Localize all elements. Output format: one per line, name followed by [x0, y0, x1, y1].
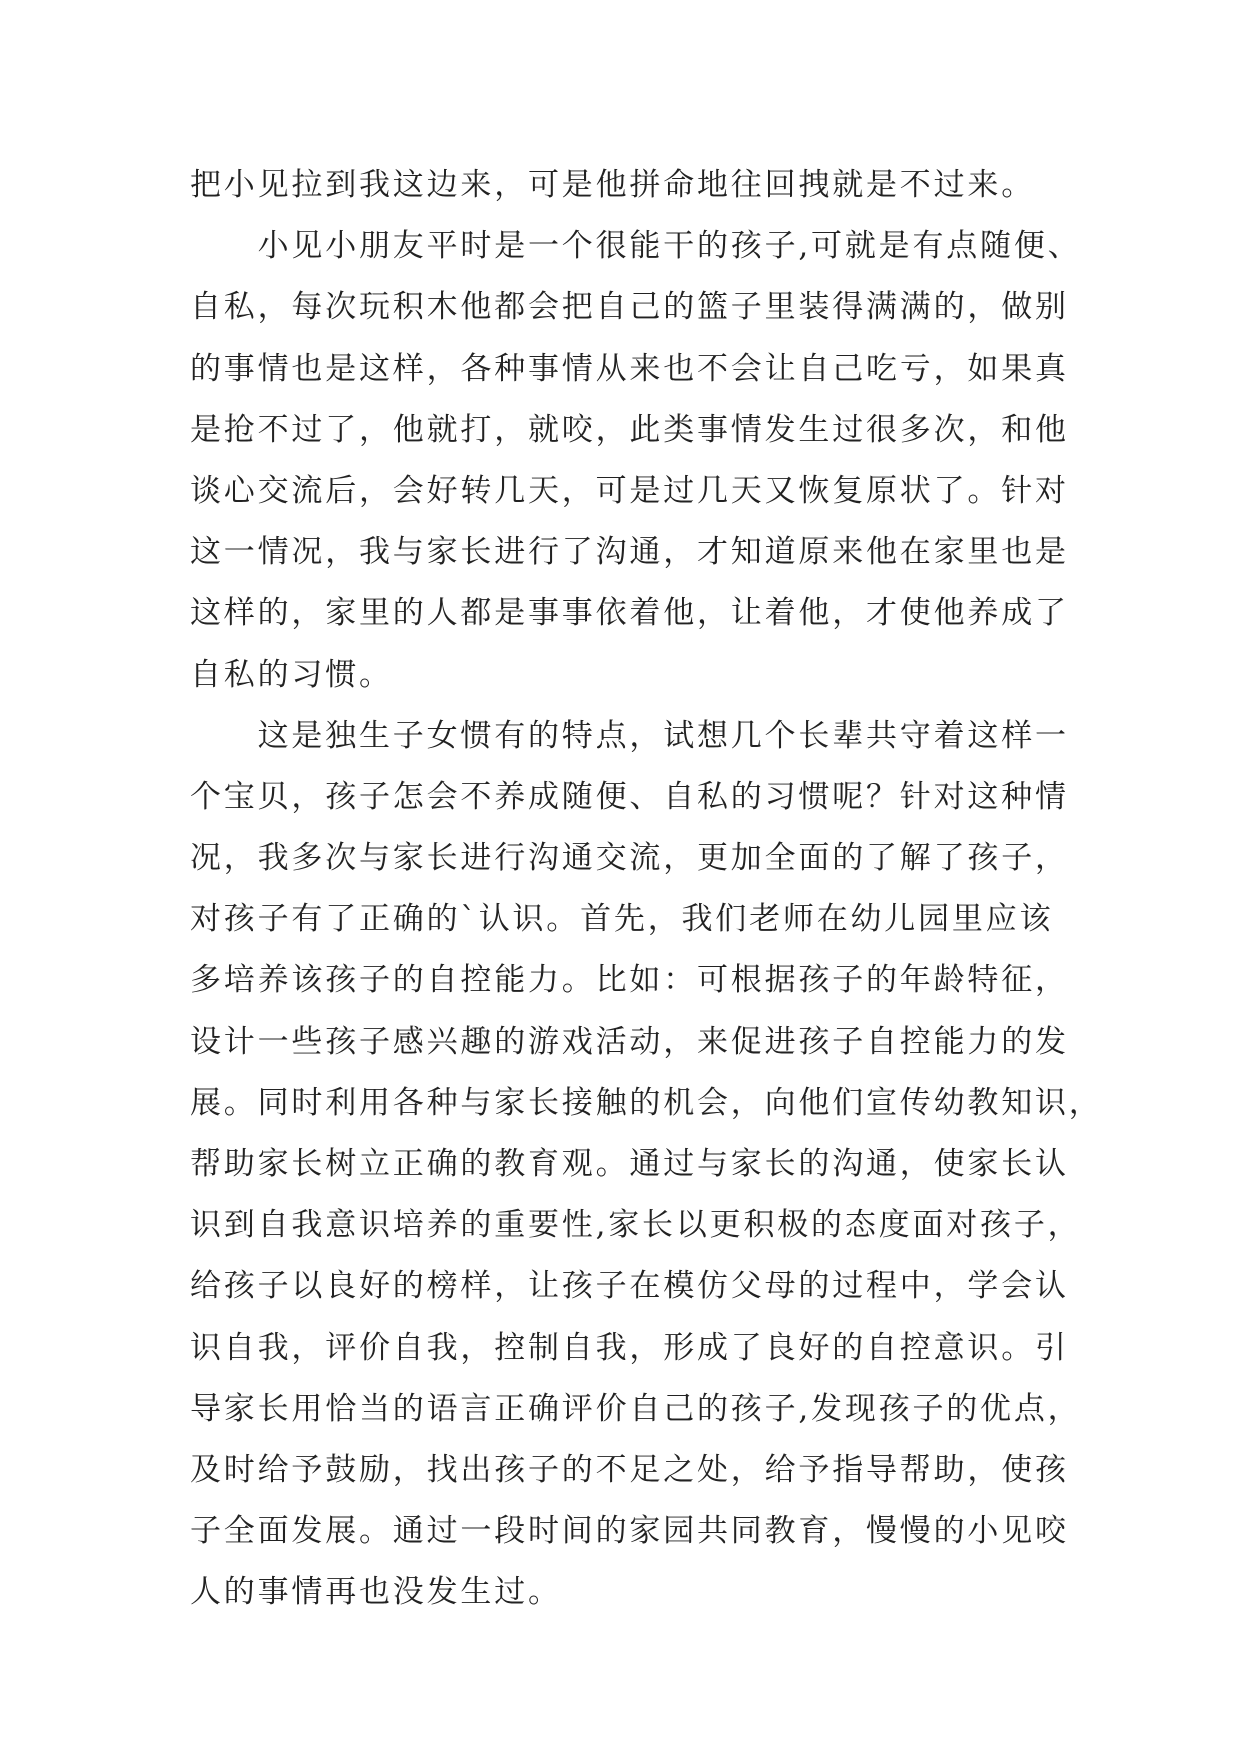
text-line-3: 自私，每次玩积木他都会把自己的篮子里装得满满的，做别 [190, 289, 1069, 326]
text-line-19: 给孩子以良好的榜样，让孩子在模仿父母的过程中，学会认 [190, 1268, 1069, 1305]
text-line-17: 帮助家长树立正确的教育观。通过与家长的沟通，使家长认 [190, 1146, 1069, 1182]
text-line-13: 对孩子有了正确的`认识。首先，我们老师在幼儿园里应该 [190, 901, 1054, 938]
text-line-10: 这是独生子女惯有的特点，试想几个长辈共守着这样一 [190, 717, 1069, 754]
text-line-2: 小见小朋友平时是一个很能干的孩子,可就是有点随便、 [190, 228, 1082, 265]
text-line-21: 导家长用恰当的语言正确评价自己的孩子,发现孩子的优点， [190, 1390, 1082, 1427]
text-line-6: 谈心交流后，会好转几天，可是过几天又恢复原状了。针对 [190, 472, 1069, 509]
text-line-22: 及时给予鼓励，找出孩子的不足之处，给予指导帮助，使孩 [190, 1451, 1069, 1488]
body-text [190, 155, 1103, 1624]
text-line-12: 况，我多次与家长进行沟通交流，更加全面的了解了孩子， [190, 840, 1069, 877]
text-line-18: 识到自我意识培养的重要性,家长以更积极的态度面对孩子， [190, 1207, 1082, 1244]
text-line-9: 自私的习惯。 [190, 656, 393, 693]
text-line-11: 个宝贝，孩子怎会不养成随便、自私的习惯呢？针对这种情 [190, 778, 1069, 815]
text-line-15: 设计一些孩子感兴趣的游戏活动，来促进孩子自控能力的发 [190, 1023, 1069, 1060]
text-line-20: 识自我，评价自我，控制自我，形成了良好的自控意识。引 [190, 1329, 1069, 1366]
text-line-1: 把小见拉到我这边来，可是他拼命地往回拽就是不过来。 [190, 167, 1035, 203]
text-line-24: 人的事情再也没发生过。 [190, 1574, 562, 1611]
text-line-16: 展。同时利用各种与家长接触的机会，向他们宣传幼教知识， [190, 1084, 1103, 1121]
text-line-14: 多培养该孩子的自控能力。比如：可根据孩子的年龄特征， [190, 962, 1069, 999]
text-line-8: 这样的，家里的人都是事事依着他，让着他，才使他养成了 [190, 595, 1069, 632]
text-line-4: 的事情也是这样，各种事情从来也不会让自己吃亏，如果真 [190, 350, 1069, 387]
text-line-7: 这一情况，我与家长进行了沟通，才知道原来他在家里也是 [190, 534, 1069, 571]
text-line-5: 是抢不过了，他就打，就咬，此类事情发生过很多次，和他 [190, 411, 1069, 448]
text-line-23: 子全面发展。通过一段时间的家园共同教育，慢慢的小见咬 [190, 1513, 1069, 1550]
